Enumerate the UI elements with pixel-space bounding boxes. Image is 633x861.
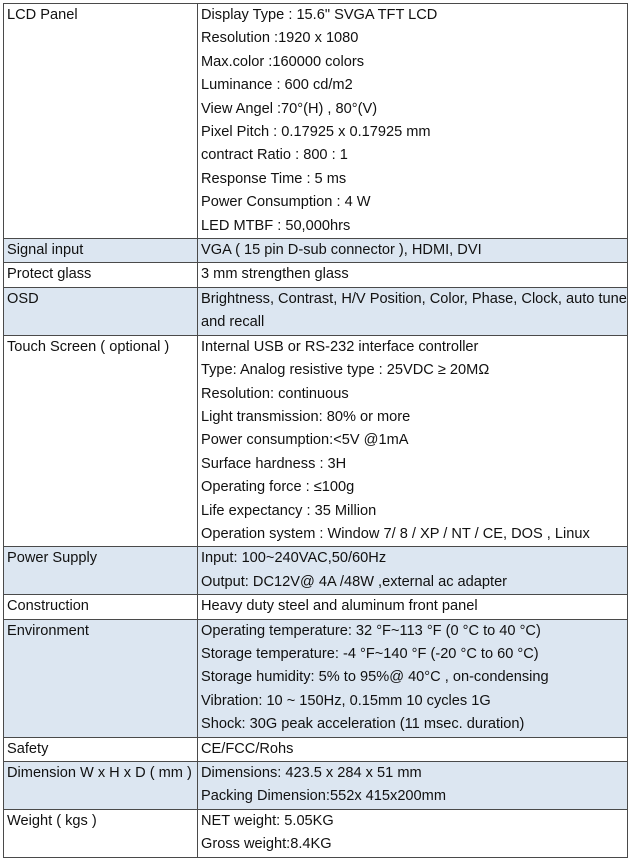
- spec-line: LED MTBF : 50,000hrs: [201, 217, 351, 234]
- table-row: [4, 239, 628, 263]
- table-row: [4, 737, 628, 761]
- spec-line: Luminance : 600 cd/m2: [201, 77, 353, 94]
- spec-line: Storage humidity: 5% to 95%@ 40°C , on-condensing: [201, 669, 549, 686]
- spec-line: Resolution: continuous: [201, 385, 349, 402]
- table-row: [4, 595, 628, 619]
- table-row: [4, 619, 628, 737]
- row-label-osd: OSD: [4, 287, 198, 335]
- spec-line: Power Consumption : 4 W: [201, 194, 371, 211]
- spec-line: Display Type : 15.6" SVGA TFT LCD: [201, 7, 438, 23]
- spec-table: [3, 3, 628, 858]
- spec-line: Type: Analog resistive type : 25VDC ≥ 20MΩ: [201, 362, 490, 379]
- row-label-touch-screen: Touch Screen ( optional ): [4, 335, 198, 547]
- row-value-weight: [198, 809, 628, 857]
- spec-line: Resolution :1920 x 1080: [201, 30, 359, 47]
- row-value-protect-glass: [198, 263, 628, 287]
- row-label-signal-input: Signal input: [4, 239, 198, 263]
- spec-line: CE/FCC/Rohs: [201, 740, 294, 757]
- spec-line: Heavy duty steel and aluminum front panel: [201, 598, 478, 615]
- spec-line: Dimensions: 423.5 x 284 x 51 mm: [201, 765, 422, 781]
- spec-line: VGA ( 15 pin D-sub connector ), HDMI, DVI: [201, 242, 482, 259]
- spec-line: 3 mm strengthen glass: [201, 266, 349, 283]
- row-label-lcd-panel: LCD Panel: [4, 4, 198, 239]
- row-value-environment: [198, 619, 628, 737]
- row-label-power-supply: Power Supply: [4, 547, 198, 595]
- spec-line: Power consumption:<5V @1mA: [201, 432, 409, 449]
- spec-line: Storage temperature: -4 °F~140 °F (-20 °C to 60 °C): [201, 645, 539, 662]
- table-row: [4, 762, 628, 810]
- spec-line: Output: DC12V@ 4A /48W ,external ac adapter: [201, 573, 508, 590]
- table-row: [4, 547, 628, 595]
- spec-line: Internal USB or RS-232 interface controller: [201, 338, 479, 355]
- table-row: [4, 263, 628, 287]
- spec-line: Gross weight:8.4KG: [201, 836, 332, 853]
- row-label-construction: Construction: [4, 595, 198, 619]
- spec-line: Life expectancy : 35 Million: [201, 502, 377, 519]
- row-label-protect-glass: Protect glass: [4, 263, 198, 287]
- spec-line: Response Time : 5 ms: [201, 170, 347, 187]
- row-label-environment: Environment: [4, 619, 198, 737]
- spec-line: Shock: 30G peak acceleration (11 msec. duration): [201, 716, 525, 733]
- table-row: [4, 809, 628, 857]
- spec-line: Brightness, Contrast, H/V Position, Color, Phase, Clock, auto tune and recall: [201, 290, 627, 331]
- table-row: [4, 287, 628, 335]
- table-row: [4, 335, 628, 547]
- row-label-weight: Weight ( kgs ): [4, 809, 198, 857]
- row-value-touch-screen: [198, 335, 628, 547]
- spec-line: Vibration: 10 ~ 150Hz, 0.15mm 10 cycles 1G: [201, 692, 491, 709]
- row-value-osd: [198, 287, 628, 335]
- spec-line: Operating temperature: 32 °F~113 °F (0 °C to 40 °C): [201, 622, 541, 639]
- spec-line: Surface hardness : 3H: [201, 455, 347, 472]
- spec-line: NET weight: 5.05KG: [201, 812, 334, 829]
- spec-line: Pixel Pitch : 0.17925 x 0.17925 mm: [201, 124, 431, 141]
- spec-line: View Angel :70°(H) , 80°(V): [201, 100, 378, 117]
- row-label-dimension: Dimension W x H x D ( mm ): [4, 762, 198, 810]
- row-label-safety: Safety: [4, 737, 198, 761]
- row-value-construction: [198, 595, 628, 619]
- spec-line: contract Ratio : 800 : 1: [201, 147, 348, 164]
- row-value-lcd-panel: [198, 4, 628, 239]
- row-value-safety: [198, 737, 628, 761]
- spec-line: Input: 100~240VAC,50/60Hz: [201, 550, 387, 567]
- spec-line: Packing Dimension:552x 415x200mm: [201, 788, 446, 805]
- table-row: [4, 4, 628, 239]
- spec-line: Max.color :160000 colors: [201, 53, 365, 70]
- spec-line: Operation system : Window 7/ 8 / XP / NT / CE, DOS , Linux: [201, 525, 590, 542]
- spec-line: Operating force : ≤100g: [201, 479, 355, 496]
- row-value-dimension: [198, 762, 628, 810]
- spec-line: Light transmission: 80% or more: [201, 408, 411, 425]
- row-value-signal-input: [198, 239, 628, 263]
- row-value-power-supply: [198, 547, 628, 595]
